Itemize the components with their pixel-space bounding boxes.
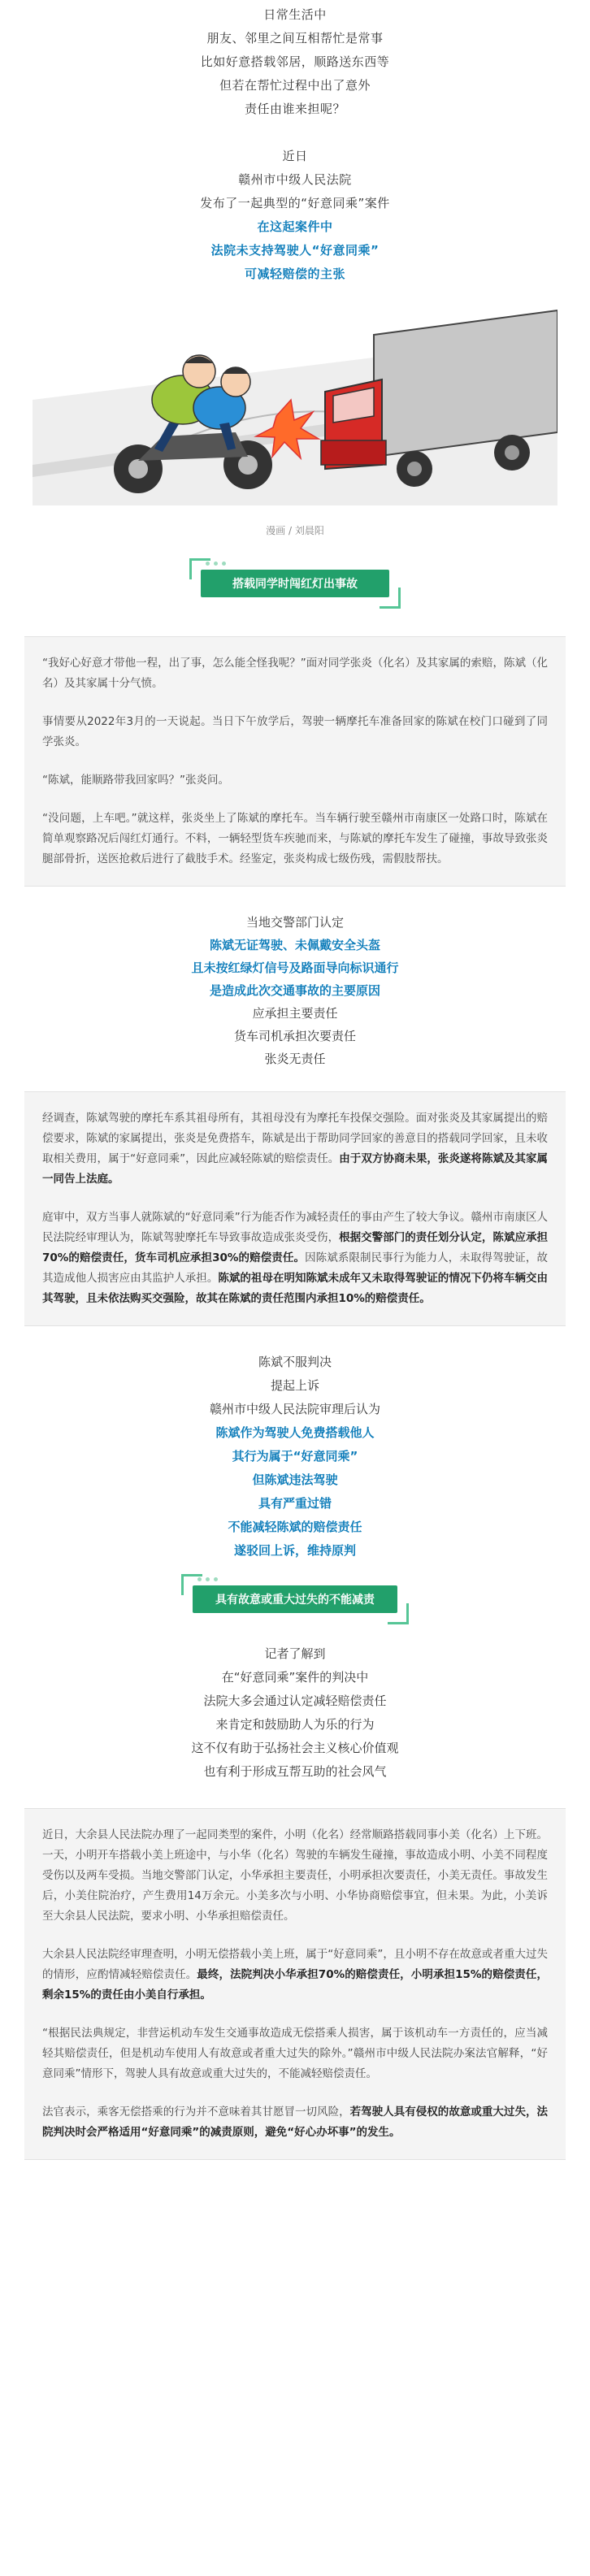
appeal-line: 提起上诉 xyxy=(270,1378,319,1393)
appeal-highlight: 具有严重过错 xyxy=(258,1496,332,1511)
appeal-line: 陈斌不服判决 xyxy=(258,1355,332,1369)
paragraph: 大余县人民法院经审理查明，小明无偿搭载小美上班，属于“好意同乘”，且小明不存在故意或者重大过失的情形，应酌情减轻赔偿责任。最终，法院判决小华承担70%的赔偿责任，小明承担15%的赔偿责任，剩余15%的责任由小美自行承担。 xyxy=(42,1948,548,2001)
intro-line: 但若在帮忙过程中出了意外 xyxy=(219,78,371,93)
paragraph: “没问题，上车吧。”就这样，张炎坐上了陈斌的摩托车。当车辆行驶至赣州市南康区一处路口时，陈斌在简单观察路况后闯红灯通行。不料，一辆轻型货车疾驰而来，与陈斌的摩托车发生了碰撞，事故导致张炎腿部骨折，送医抢救后进行了截肢手术。经鉴定，张炎构成七级伤残，需假肢帮扶。 xyxy=(42,812,548,865)
intro-section xyxy=(24,0,566,286)
image-caption: 漫画 / 刘晨阳 xyxy=(266,525,324,536)
paragraph: “陈斌，能顺路带我回家吗？”张炎问。 xyxy=(42,774,229,787)
section-banner-label: 搭载同学时闯红灯出事故 xyxy=(201,570,389,597)
appeal-highlight: 陈斌作为驾驶人免费搭载他人 xyxy=(215,1425,375,1440)
paragraph: “我好心好意才带他一程，出了事，怎么能全怪我呢？”面对同学张炎（化名）及其家属的索赔，陈斌（化名）及其家属十分气愤。 xyxy=(42,657,548,690)
section-banner xyxy=(189,558,401,609)
paragraph: 法官表示，乘客无偿搭乘的行为并不意味着其甘愿冒一切风险，若驾驶人具有侵权的故意或重大过失，法院判决时会严格适用“好意同乘”的减责原则，避免“好心办坏事”的发生。 xyxy=(42,2105,549,2139)
paragraph: “根据民法典规定，非营运机动车发生交通事故造成无偿搭乘人损害，属于该机动车一方责任的，应当减轻其赔偿责任，但是机动车使用人有故意或者重大过失的除外。”赣州市中级人民法院办案法官解释，“好意同乘”情形下，驾驶人具有故意或重大过失的，不能减轻赔偿责任。 xyxy=(42,2027,548,2080)
ruling-line: 张炎无责任 xyxy=(264,1052,326,1066)
reporter-line: 也有利于形成互帮互助的社会风气 xyxy=(203,1764,387,1779)
intro-line: 责任由谁来担呢？ xyxy=(244,102,345,116)
intro-highlight: 法院未支持驾驶人“好意同乘” xyxy=(210,243,380,258)
story-card xyxy=(24,636,566,887)
reporter-line: 记者了解到 xyxy=(264,1646,326,1661)
appeal-line: 赣州市中级人民法院审理后认为 xyxy=(209,1402,380,1416)
intro-line: 近日 xyxy=(282,149,308,163)
comic-illustration xyxy=(33,302,557,505)
reporter-line: 法院大多会通过认定减轻赔偿责任 xyxy=(203,1693,387,1708)
trial-card xyxy=(24,1091,566,1326)
ruling-highlight: 且未按红绿灯信号及路面导向标识通行 xyxy=(191,961,399,975)
case-two-card xyxy=(24,1808,566,2160)
appeal-ruling xyxy=(24,1326,566,1568)
section-banner xyxy=(181,1574,409,1624)
reporter-line: 在“好意同乘”案件的判决中 xyxy=(221,1670,369,1685)
ruling-highlight: 陈斌无证驾驶、未佩戴安全头盔 xyxy=(209,938,380,952)
police-ruling xyxy=(24,887,566,1091)
intro-line: 发布了一起典型的“好意同乘”案件 xyxy=(200,196,390,210)
intro-highlight: 在这起案件中 xyxy=(257,219,333,234)
intro-line: 朋友、邻里之间互相帮忙是常事 xyxy=(206,31,384,46)
paragraph: 经调查，陈斌驾驶的摩托车系其祖母所有，其祖母没有为摩托车投保交强险。面对张炎及其家属提出的赔偿要求，陈斌的家属提出，张炎是免费搭车，陈斌是出于帮助同学回家的善意目的搭载同学回家，且未收取相关费用，属于“好意同乘”，因此应减轻陈斌的赔偿责任。由于双方协商未果，张炎遂将陈斌及其家属一同告上法庭。 xyxy=(42,1112,548,1186)
ruling-line: 应承担主要责任 xyxy=(252,1006,338,1021)
ruling-line: 货车司机承担次要责任 xyxy=(233,1029,356,1043)
section-banner-label: 具有故意或重大过失的不能减责 xyxy=(193,1585,397,1613)
intro-line: 比如好意搭载邻居，顺路送东西等 xyxy=(200,54,390,69)
paragraph: 事情要从2022年3月的一天说起。当日下午放学后，驾驶一辆摩托车准备回家的陈斌在校门口碰到了同学张炎。 xyxy=(42,715,548,748)
appeal-highlight: 但陈斌违法驾驶 xyxy=(252,1472,338,1487)
ruling-line: 当地交警部门认定 xyxy=(245,915,344,930)
intro-highlight: 可减轻赔偿的主张 xyxy=(244,267,345,281)
reporter-line: 来肯定和鼓励助人为乐的行为 xyxy=(215,1717,375,1732)
intro-line: 赣州市中级人民法院 xyxy=(238,172,352,187)
motorcycle-truck-crash-image xyxy=(33,302,557,505)
appeal-highlight: 遂驳回上诉，维持原判 xyxy=(233,1543,356,1558)
ruling-highlight: 是造成此次交通事故的主要原因 xyxy=(209,983,380,998)
paragraph: 近日，大余县人民法院办理了一起同类型的案件，小明（化名）经常顺路搭载同事小美（化名）上下班。一天，小明开车搭载小美上班途中，与小华（化名）驾驶的车辆发生碰撞，事故造成小明、小美不同程度受伤以及两车受损。当地交警部门认定，小华承担主要责任，小明承担次要责任，小美无责任。事故发生后，小美住院治疗，产生费用14万余元。小美多次与小明、小华协商赔偿事宜，但未果。为此，小美诉至大余县人民法院，要求小明、小华承担赔偿责任。 xyxy=(42,1828,548,1923)
reporter-section xyxy=(24,1642,566,1808)
reporter-line: 这不仅有助于弘扬社会主义核心价值观 xyxy=(191,1741,399,1755)
paragraph: 庭审中，双方当事人就陈斌的“好意同乘”行为能否作为减轻责任的事由产生了较大争议。赣州市南康区人民法院经审理认为，陈斌驾驶摩托车导致事故造成张炎受伤，根据交警部门的责任划分认定，陈斌应承担70%的赔偿责任，货车司机应承担30%的赔偿责任。因陈斌系限制民事行为能力人，未取得驾驶证，故其造成他人损害应由其监护人承担。陈斌的祖母在明知陈斌未成年又未取得驾驶证的情况下仍将车辆交由其驾驶，且未依法购买交强险，故其在陈斌的责任范围内承担10%的赔偿责任。 xyxy=(42,1211,549,1305)
appeal-highlight: 不能减轻陈斌的赔偿责任 xyxy=(228,1520,362,1534)
intro-line: 日常生活中 xyxy=(263,7,327,22)
appeal-highlight: 其行为属于“好意同乘” xyxy=(232,1449,358,1464)
